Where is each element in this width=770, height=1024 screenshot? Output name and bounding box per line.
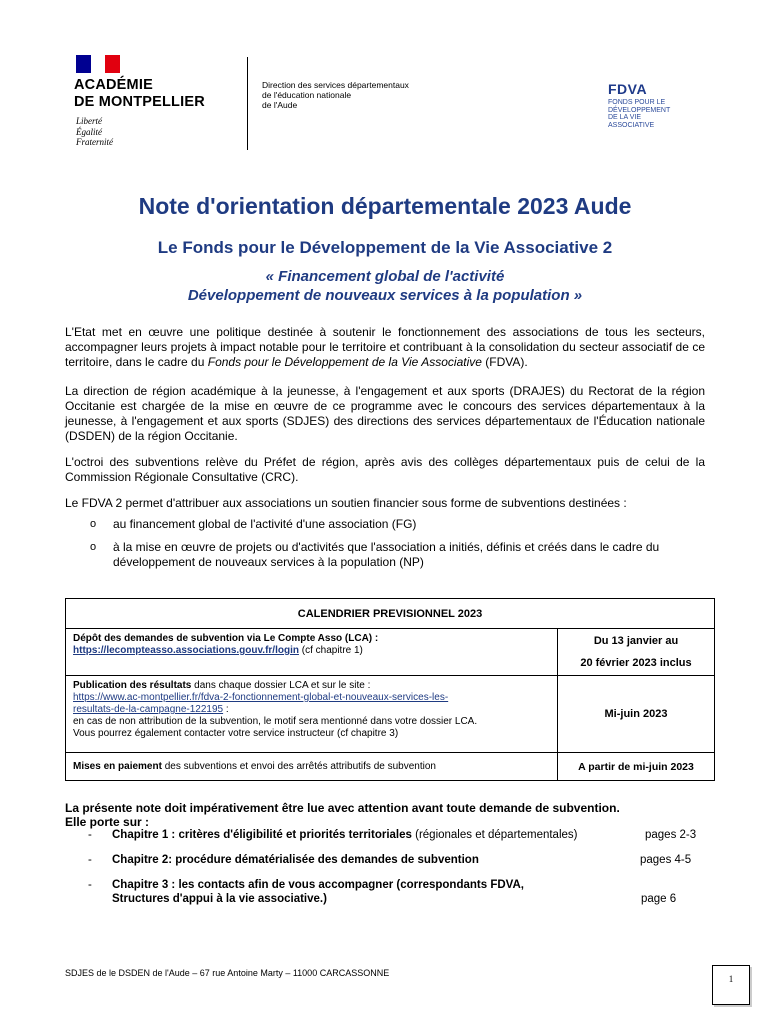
dash-icon: - [88,829,92,841]
republic-flag-logo [76,55,120,73]
fdva-sub-line2: DÉVELOPPEMENT [608,106,671,114]
note-line1: La présente note doit impérativement être lue avec attention avant toute demande de subvention. [65,801,620,815]
page-number: 1 [712,965,750,1005]
calendar-table [65,598,715,781]
calendar-row1-date [558,629,715,676]
bullet-icon: o [90,518,97,530]
row2-title: Publication des résultats [73,680,192,691]
header-divider [247,57,248,150]
flag-red [105,55,120,73]
flag-white [91,55,106,73]
chapter-3-title: Chapitre 3 : les contacts afin de vous accompagner (correspondants FDVA, [112,879,524,891]
chapter-3-text [112,878,524,892]
table-row [66,629,715,676]
chapter-1-title: Chapitre 1 : critères d'éligibilité et priorités territoriales [112,829,412,841]
row1-note: (cf chapitre 1) [298,645,363,656]
paragraph-drajes: La direction de région académique à la jeunesse, à l'engagement et aux sports (DRAJES) du Rectorat de la région Occitanie est chargée de la mise en œuvre de ce programme avec le concours des services départementaux à la jeunesse, à l'engagement et aux sports (SDJES) des directions des services départementaux de l'Éducation nationale (DSDEN) de la région Occitanie. [65,384,705,443]
list-item [90,517,705,532]
direction-line2: de l'éducation nationale [262,90,352,100]
academie-line1: ACADÉMIE [74,77,153,93]
chapter-1-detail: (régionales et départementales) [411,829,578,841]
bullet-icon: o [90,541,97,553]
fdva-sub-line1: FONDS POUR LE [608,99,666,106]
fdva-logo-subtitle [608,99,670,129]
chapter-3-pages: page 6 [641,893,677,905]
row2-text: dans chaque dossier LCA et sur le site : [191,680,371,691]
chapter-2-pages: pages 4-5 [640,854,692,866]
document-quote [0,267,770,305]
motto-fraternite: Fraternité [76,137,113,147]
paragraph-intro [65,325,705,370]
list-item-text: au financement global de l'activité d'une association (FG) [113,517,417,531]
paragraph-octroi: L'octroi des subventions relève du Préfet de région, après avis des collèges départementaux puis de celui de la Commission Régionale Consultative (CRC). [65,455,705,484]
dash-icon: - [88,854,92,866]
republic-motto [76,116,113,148]
calendar-row3-desc [66,753,558,781]
fdva-sub-line3: DE LA VIE [608,114,642,121]
motto-egalite: Égalité [76,126,102,137]
direction-label [262,80,409,110]
note-line2: Elle porte sur : [65,815,150,829]
calendar-row1-desc [66,629,558,676]
row2-line3: en cas de non attribution de la subvention, le motif sera mentionné dans votre dossier LCA. [73,716,478,727]
row1-date-line1: Du 13 janvier au [593,635,679,647]
paragraph-fdva2: Le FDVA 2 permet d'attribuer aux associations un soutien financier sous forme de subventions destinées : [65,496,627,510]
chapter-3-title-2: Structures d'appui à la vie associative.) [112,893,327,905]
row2-colon: : [223,704,229,715]
quote-line1: « Financement global de l'activité [265,268,505,285]
table-row [66,753,715,781]
academie-line2: DE MONTPELLIER [74,94,205,110]
row3-text: des subventions et envoi des arrêtés attributifs de subvention [161,760,436,772]
fdva-sub-line4: ASSOCIATIVE [608,121,655,129]
results-link-part2[interactable]: resultats-de-la-campagne-122195 [73,704,224,715]
intro-fund-name: Fonds pour le Développement de la Vie Associative [207,355,482,369]
row2-line4: Vous pourrez également contacter votre service instructeur (cf chapitre 3) [73,728,399,739]
results-link-part1[interactable]: https://www.ac-montpellier.fr/fdva-2-fonctionnement-global-et-nouveaux-services-les- [73,692,449,703]
calendar-row2-desc [66,676,558,753]
row3-title: Mises en paiement [73,760,162,772]
flag-blue [76,55,91,73]
calendar-row2-date: Mi-juin 2023 [558,676,715,753]
fdva-logo-title: FDVA [608,81,648,97]
list-item [90,540,705,570]
calendar-header: CALENDRIER PREVISIONNEL 2023 [66,599,715,629]
direction-line1: Direction des services départementaux [262,80,409,90]
document-title: Note d'orientation départementale 2023 Aude [138,193,632,219]
chapter-2-title: Chapitre 2: procédure dématérialisée des demandes de subvention [112,854,479,866]
chapter-1-text [112,828,578,842]
intro-text-end: (FDVA). [481,355,528,369]
calendar-row3-date: A partir de mi-juin 2023 [558,753,715,781]
quote-line2: Développement de nouveaux services à la population » [187,287,583,304]
lca-link[interactable]: https://lecompteasso.associations.gouv.fr/login [73,645,299,656]
chapter-2-text [112,853,479,867]
list-item-text: à la mise en œuvre de projets ou d'activités que l'association a initiés, définis et créés dans le cadre du développement de nouveaux services à la population (NP) [113,540,660,569]
chapter-3-text-2 [112,892,327,906]
chapter-1-pages: pages 2-3 [645,829,697,841]
fdva-logo [608,82,670,129]
row1-title: Dépôt des demandes de subvention via Le Compte Asso (LCA) : [73,633,379,644]
academie-name [74,77,205,111]
footer-address: SDJES de le DSDEN de l'Aude – 67 rue Antoine Marty – 11000 CARCASSONNE [65,968,390,978]
dash-icon: - [88,879,92,891]
row1-date-line2: 20 février 2023 inclus [580,657,692,669]
document-subtitle: Le Fonds pour le Développement de la Vie Associative 2 [157,238,613,257]
motto-liberte: Liberté [76,116,102,126]
direction-line3: de l'Aude [262,100,298,110]
intro-text: L'Etat met en œuvre une politique destinée à soutenir le fonctionnement des associations de tous les secteurs, accompagner leurs projets à impact notable pour le territoire et contribuant à la consolidation du secteur associatif de ce territoire, dans le cadre du [65,325,705,369]
note-block [65,801,620,829]
calendar-header-row [66,599,715,629]
table-row [66,676,715,753]
